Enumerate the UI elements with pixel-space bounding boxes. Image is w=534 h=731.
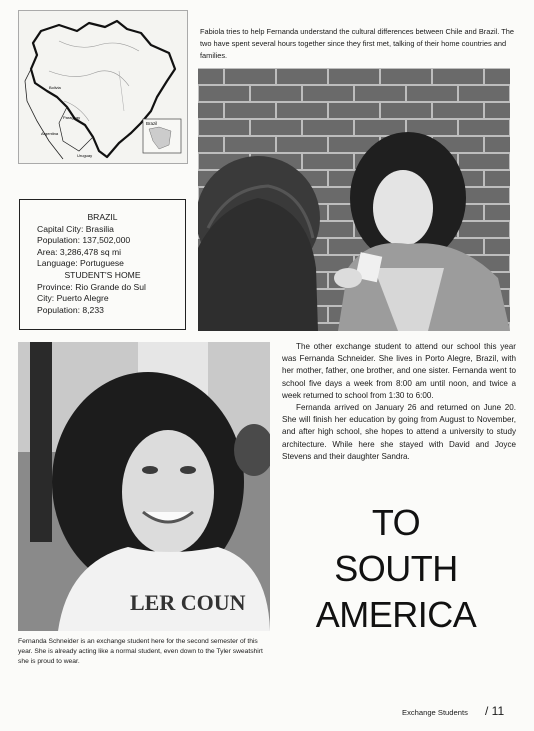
- fact-city: City: Puerto Alegre: [37, 293, 109, 304]
- fact-home-heading: STUDENT'S HOME: [64, 269, 141, 280]
- top-photo-caption: Fabiola tries to help Fernanda understand the cultural differences between Chile and Brazil. The two have spent several hours together since they first met, talking of their home countries and families.: [200, 27, 515, 60]
- photo-two-students-talking: [198, 68, 510, 331]
- sweatshirt-lettering: LER COUN: [130, 590, 246, 615]
- photo-bottom-image: [18, 342, 270, 631]
- map-label-uruguay: Uruguay: [77, 153, 93, 158]
- headline-line-2: SOUTH: [334, 548, 458, 589]
- map-label-argentina: Argentina: [41, 131, 59, 136]
- fact-province: Province: Rio Grande do Sul: [37, 281, 146, 292]
- map-label-bolivia: Bolivia: [49, 85, 61, 90]
- map-label-paraguay: Paraguay: [63, 115, 81, 120]
- headline-line-1: TO: [371, 502, 421, 543]
- country-fact-box: [19, 199, 186, 330]
- map-inset-label: Brazil: [146, 121, 158, 126]
- bottom-photo-caption: Fernanda Schneider is an exchange student here for the second semester of this year. She is already acting like a normal student, even down to the Tyler sweatshirt she is proud to wear.: [18, 638, 263, 666]
- article-paragraph-1: The other exchange student to attend our school this year was Fernanda Schneider. She lives in Porto Alegre, Brazil, with her mother, father, one brother, and one sister. Fernanda went to school five days a week from 8:00 am until noon, and twice a week returned to school from 1:30 to 6:00.: [282, 342, 516, 400]
- footer-page-number: / 11: [485, 704, 505, 718]
- brazil-map: [18, 10, 188, 164]
- footer-section-title: Exchange Students: [402, 708, 468, 717]
- fact-capital: Capital City: Brasilia: [37, 223, 114, 234]
- headline: [312, 500, 480, 638]
- fact-home-population: Population: 8,233: [37, 304, 104, 315]
- fact-country-name: BRAZIL: [87, 212, 118, 222]
- article-paragraph-2: Fernanda arrived on January 26 and returned on June 20. She will finish her education by going from August to November, and after high school, she hopes to attend a university to study architecture. While here she stayed with David and Joyce Stevens and their daughter Sandra.: [282, 403, 516, 461]
- fact-area: Area: 3,286,478 sq mi: [37, 246, 122, 257]
- photo-fernanda-portrait: [18, 342, 270, 631]
- headline-line-3: AMERICA: [315, 594, 477, 635]
- article-body: [282, 341, 516, 463]
- map-drawing: [19, 11, 187, 163]
- fact-population: Population: 137,502,000: [37, 235, 131, 246]
- fact-language: Language: Portuguese: [37, 258, 124, 269]
- photo-top-image: [198, 68, 510, 331]
